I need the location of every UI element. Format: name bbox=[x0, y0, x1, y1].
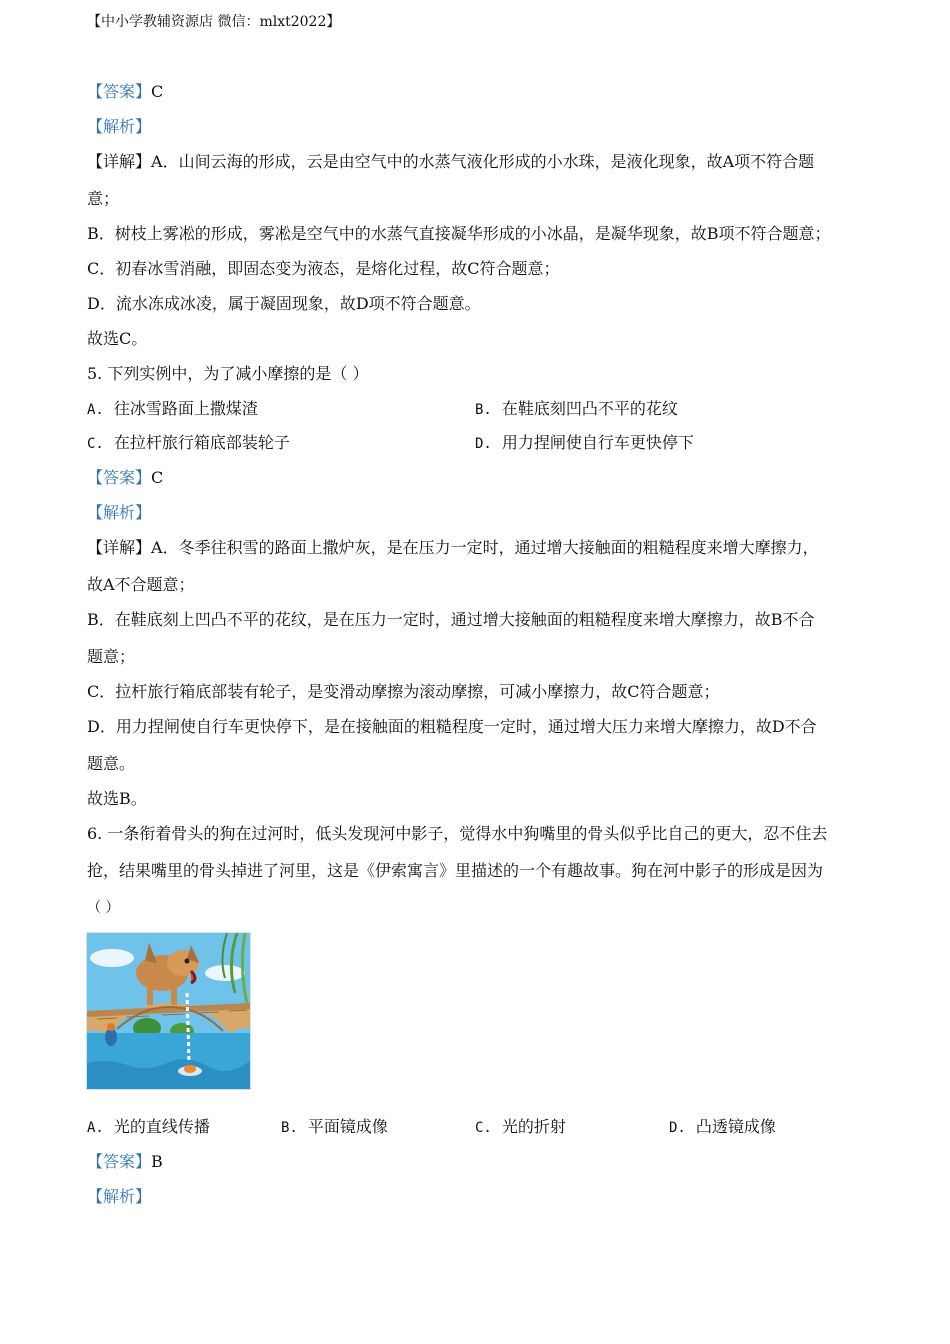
q6-option-d bbox=[669, 1117, 776, 1138]
option-letter: B. bbox=[475, 402, 492, 418]
answer-value: B bbox=[151, 1152, 163, 1171]
option-text: 用力捏闸使自行车更快停下 bbox=[501, 433, 694, 452]
q5-option-d bbox=[475, 433, 694, 454]
detail-tag: 【详解】 bbox=[87, 538, 152, 557]
option-text: 平面镜成像 bbox=[307, 1117, 388, 1136]
option-letter: C. bbox=[475, 1120, 492, 1136]
q4-answer-line bbox=[87, 82, 163, 102]
option-text: 往冰雪路面上撒煤渣 bbox=[113, 399, 258, 418]
q6-stem-line-3: （ ） bbox=[87, 900, 120, 916]
option-text: 凸透镜成像 bbox=[695, 1117, 776, 1136]
q5-option-c bbox=[87, 433, 290, 454]
detail-text: A．山间云海的形成，云是由空气中的水蒸气液化形成的小水珠，是液化现象，故A项不符合题 bbox=[151, 152, 815, 171]
option-letter: D. bbox=[669, 1120, 686, 1136]
q4-analysis-tag: 【解析】 bbox=[87, 117, 152, 136]
q5-conclusion: 故选B。 bbox=[87, 789, 147, 808]
q4-detail-line-2: 意； bbox=[87, 189, 120, 208]
option-letter: C. bbox=[87, 436, 104, 452]
q5-option-a bbox=[87, 399, 258, 420]
answer-value: C bbox=[151, 82, 164, 101]
dog-bridge-illustration-svg bbox=[87, 933, 250, 1089]
q6-stem-line-2: 抢，结果嘴里的骨头掉进了河里，这是《伊索寓言》里描述的一个有趣故事。狗在河中影子的形成是因为 bbox=[87, 861, 824, 880]
q5-analysis-tag: 【解析】 bbox=[87, 503, 152, 522]
option-text: 在拉杆旅行箱底部装轮子 bbox=[113, 433, 290, 452]
q4-detail-line-1 bbox=[87, 152, 814, 172]
option-letter: A. bbox=[87, 1120, 104, 1136]
dog-bridge-illustration bbox=[86, 932, 251, 1090]
q6-stem-line-1: 6. 一条衔着骨头的狗在过河时，低头发现河中影子，觉得水中狗嘴里的骨头似乎比自己的更大，忍不住去 bbox=[87, 824, 828, 843]
q4-detail-line-3: B．树枝上雾凇的形成，雾凇是空气中的水蒸气直接凝华形成的小冰晶，是凝华现象，故B项不符合题意； bbox=[87, 224, 831, 243]
page-header: 【中小学教辅资源店 微信：mlxt2022】 bbox=[87, 14, 341, 30]
q5-answer-line bbox=[87, 468, 163, 488]
q5-detail-line-2: 故A不合题意； bbox=[87, 575, 195, 594]
answer-tag: 【答案】 bbox=[87, 468, 152, 487]
option-text: 在鞋底刻凹凸不平的花纹 bbox=[501, 399, 678, 418]
q5-detail-line-5: C．拉杆旅行箱底部装有轮子，是变滑动摩擦为滚动摩擦，可减小摩擦力，故C符合题意； bbox=[87, 682, 720, 701]
q6-option-b bbox=[281, 1117, 388, 1138]
answer-tag: 【答案】 bbox=[87, 1152, 152, 1171]
q5-option-b bbox=[475, 399, 678, 420]
q4-detail-line-5: D．流水冻成冰凌，属于凝固现象，故D项不符合题意。 bbox=[87, 294, 481, 313]
detail-tag: 【详解】 bbox=[87, 152, 152, 171]
option-letter: B. bbox=[281, 1120, 298, 1136]
answer-value: C bbox=[151, 468, 164, 487]
q4-detail-line-4: C．初春冰雪消融，即固态变为液态，是熔化过程，故C符合题意； bbox=[87, 259, 560, 278]
option-letter: A. bbox=[87, 402, 104, 418]
q5-detail-line-4: 题意； bbox=[87, 647, 136, 666]
detail-text: A．冬季往积雪的路面上撒炉灰，是在压力一定时，通过增大接触面的粗糙程度来增大摩擦力， bbox=[151, 538, 819, 557]
q6-analysis-tag: 【解析】 bbox=[87, 1187, 152, 1206]
q5-detail-line-7: 题意。 bbox=[87, 754, 136, 773]
q5-detail-line-1 bbox=[87, 538, 819, 558]
q6-option-c bbox=[475, 1117, 566, 1138]
q5-stem: 5. 下列实例中，为了减小摩擦的是（ ） bbox=[87, 364, 369, 383]
q5-detail-line-6: D．用力捏闸使自行车更快停下，是在接触面的粗糙程度一定时，通过增大压力来增大摩擦力，故D不合 bbox=[87, 717, 817, 736]
answer-tag: 【答案】 bbox=[87, 82, 152, 101]
option-text: 光的直线传播 bbox=[113, 1117, 210, 1136]
q6-option-a bbox=[87, 1117, 210, 1138]
option-letter: D. bbox=[475, 436, 492, 452]
option-text: 光的折射 bbox=[501, 1117, 566, 1136]
q4-conclusion: 故选C。 bbox=[87, 329, 148, 348]
q5-detail-line-3: B．在鞋底刻上凹凸不平的花纹，是在压力一定时，通过增大接触面的粗糙程度来增大摩擦力，故B不合 bbox=[87, 610, 815, 629]
q6-answer-line bbox=[87, 1152, 163, 1172]
